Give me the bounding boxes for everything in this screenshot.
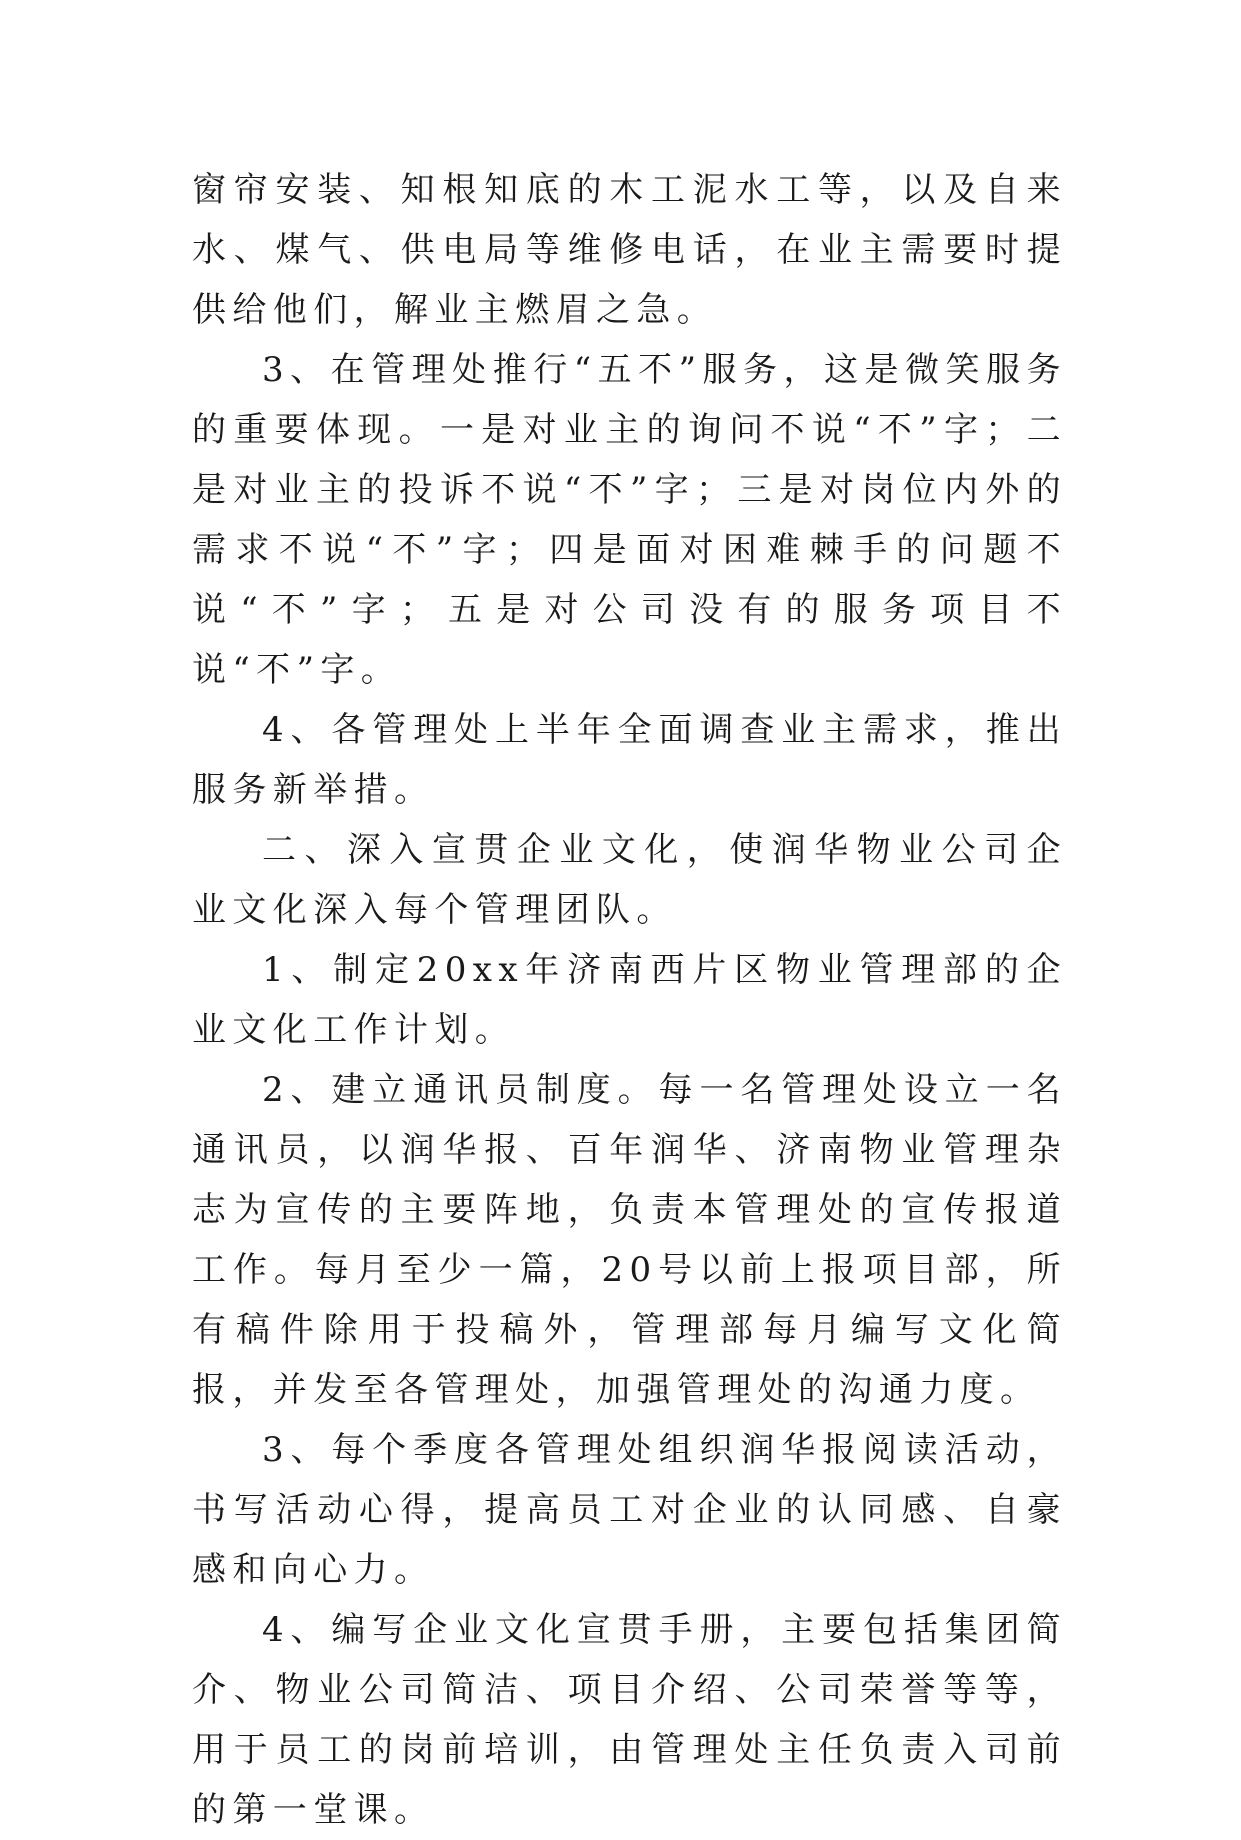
paragraph-culture-handbook: 4、编写企业文化宣贯手册，主要包括集团简介、物业公司简洁、项目介绍、公司荣誉等等，用于员工的岗前培训，由管理处主任负责入司前的第一堂课。: [192, 1610, 1067, 1830]
paragraph-survey-owner-needs: 4、各管理处上半年全面调查业主需求，推出服务新举措。: [192, 710, 1067, 810]
paragraph-quarterly-reading: 3、每个季度各管理处组织润华报阅读活动，书写活动心得，提高员工对企业的认同感、自豪感和向心力。: [192, 1430, 1067, 1590]
paragraph-correspondent-system: 2、建立通讯员制度。每一名管理处设立一名通讯员，以润华报、百年润华、济南物业管理杂志为宣传的主要阵地，负责本管理处的宣传报道工作。每月至少一篇，20号以前上报项目部，所有稿件除用于投稿外，管理部每月编写文化简报，并发至各管理处，加强管理处的沟通力度。: [192, 1070, 1067, 1410]
document-body: [192, 160, 1067, 1840]
paragraph-continued-contacts: 窗帘安装、知根知底的木工泥水工等，以及自来水、煤气、供电局等维修电话，在业主需要时提供给他们，解业主燃眉之急。: [192, 170, 1067, 330]
paragraph-culture-work-plan: 1、制定20xx年济南西片区物业管理部的企业文化工作计划。: [192, 950, 1067, 1050]
paragraph-five-nos-service: 3、在管理处推行“五不”服务，这是微笑服务的重要体现。一是对业主的询问不说“不”字；二是对业主的投诉不说“不”字；三是对岗位内外的需求不说“不”字；四是面对困难棘手的问题不说“不”字；五是对公司没有的服务项目不说“不”字。: [192, 350, 1067, 690]
section-heading-corporate-culture: 二、深入宣贯企业文化，使润华物业公司企业文化深入每个管理团队。: [192, 830, 1067, 930]
